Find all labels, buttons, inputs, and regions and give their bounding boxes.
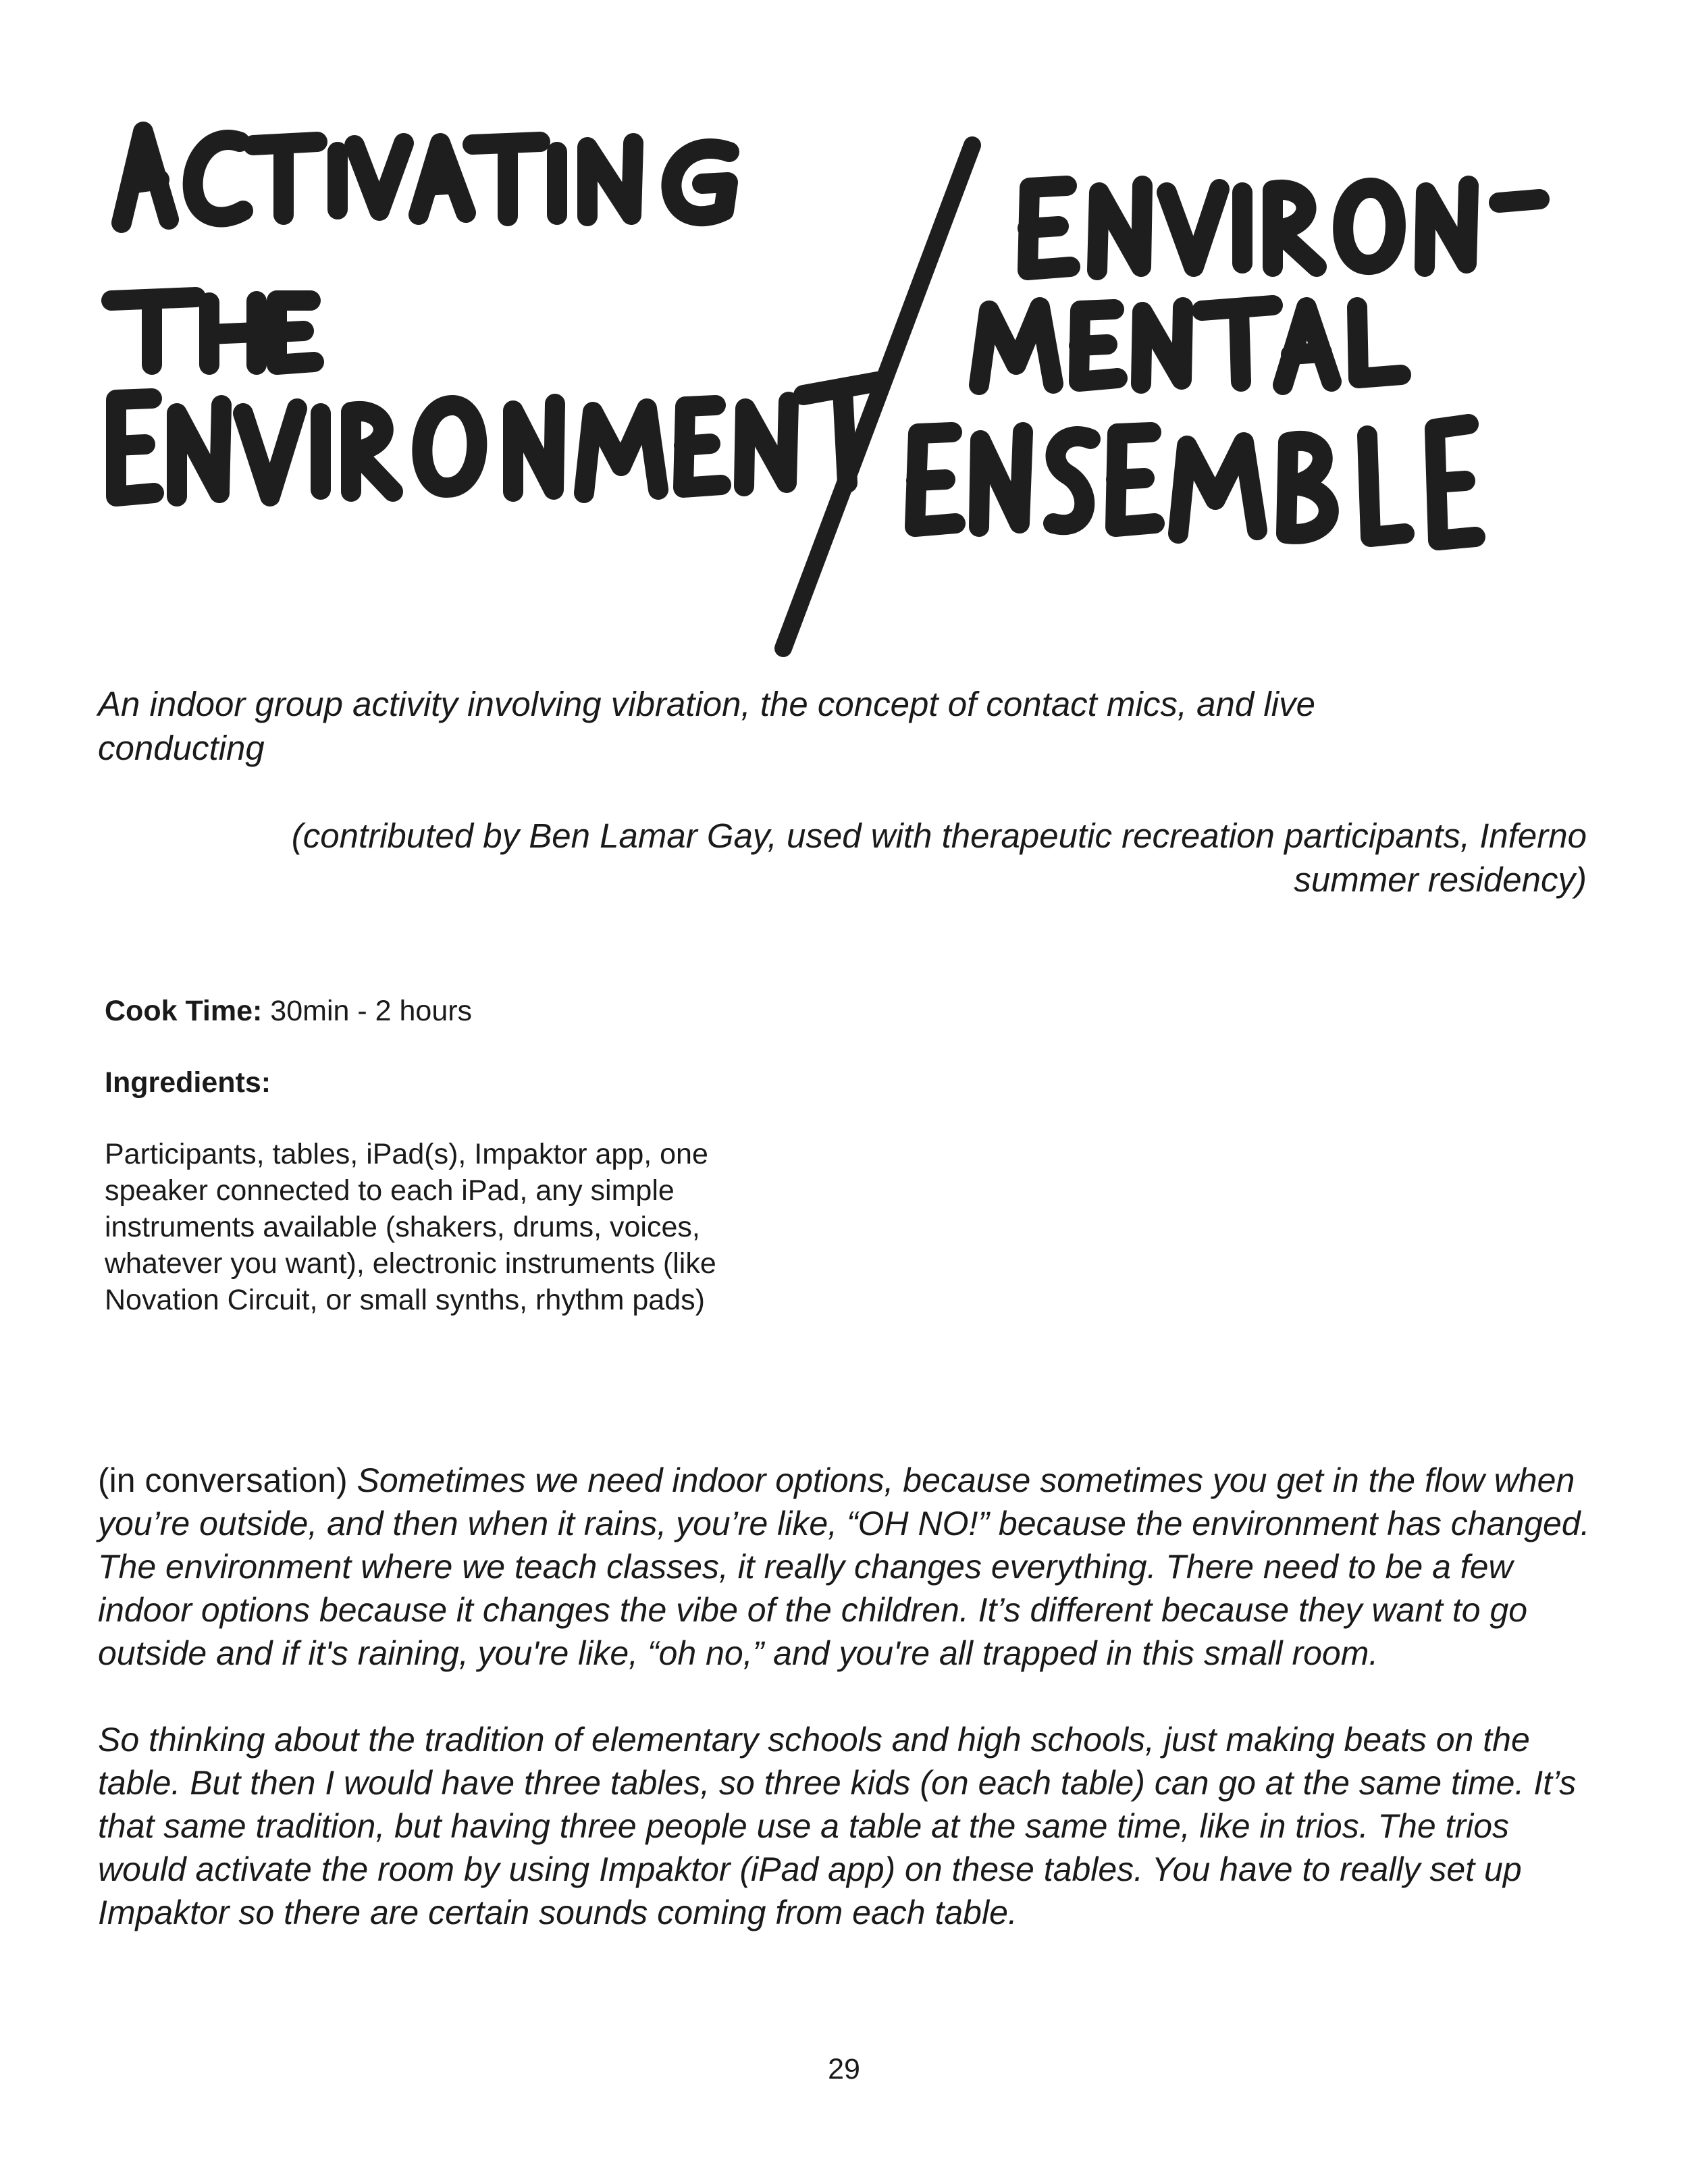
- quote-paragraph-1: Sometimes we need indoor options, because sometimes you get in the flow when you’re outside, and then when it rains, you’re like, “OH NO!” because the environment has changed. The environment where we teach classes, it really changes everything. There need to be a few indoor options because it changes the vibe of the children. It’s different because they want to go outside and if it's raining, you're like, “oh no,” and you're all trapped in this small room.: [98, 1461, 1590, 1672]
- title-word-the: [111, 297, 314, 365]
- title-word-ensemble: [915, 424, 1475, 540]
- title-word-environ: [1028, 186, 1539, 270]
- conversation-prefix: (in conversation): [98, 1461, 357, 1499]
- body-paragraph-1: [98, 1459, 1604, 1675]
- cook-time-label: Cook Time:: [105, 995, 263, 1027]
- title-word-activating: [122, 132, 729, 223]
- body-paragraph-2: [98, 1718, 1604, 1934]
- title-word-mental: [979, 305, 1401, 385]
- ingredients-heading: [105, 1064, 787, 1101]
- ingredients-list: Participants, tables, iPad(s), Impaktor app, one speaker connected to each iPad, any simple instruments available (shakers, drums, voices, whatever you want), electronic instruments (like Novation Circuit, or small synths, rhythm pads): [105, 1138, 716, 1316]
- quote-paragraph-2: So thinking about the tradition of elementary schools and high schools, just making beats on the table. But then I would have three tables, so three kids (on each table) can go at the same time. It’s that same tradition, but having three people use a table at the same time, like in trios. The trios would activate the room by using Impaktor (iPad app) on these tables. You have to really set up Impaktor so there are certain sounds coming from each table.: [98, 1721, 1577, 1931]
- handwritten-title: [0, 0, 1688, 675]
- conversation-body: [98, 1459, 1604, 1934]
- title-word-environment: [116, 382, 878, 496]
- cook-time-value: 30min - 2 hours: [262, 995, 473, 1027]
- recipe-details: [105, 993, 787, 1318]
- page-number: 29: [828, 2053, 860, 2085]
- subtitle: An indoor group activity involving vibration, the concept of contact mics, and live conducting: [98, 685, 1315, 767]
- contributor-credit: (contributed by Ben Lamar Gay, used with therapeutic recreation participants, Inferno summer residency): [291, 816, 1587, 899]
- cook-time: [105, 993, 787, 1029]
- ingredients-label: Ingredients:: [105, 1066, 271, 1099]
